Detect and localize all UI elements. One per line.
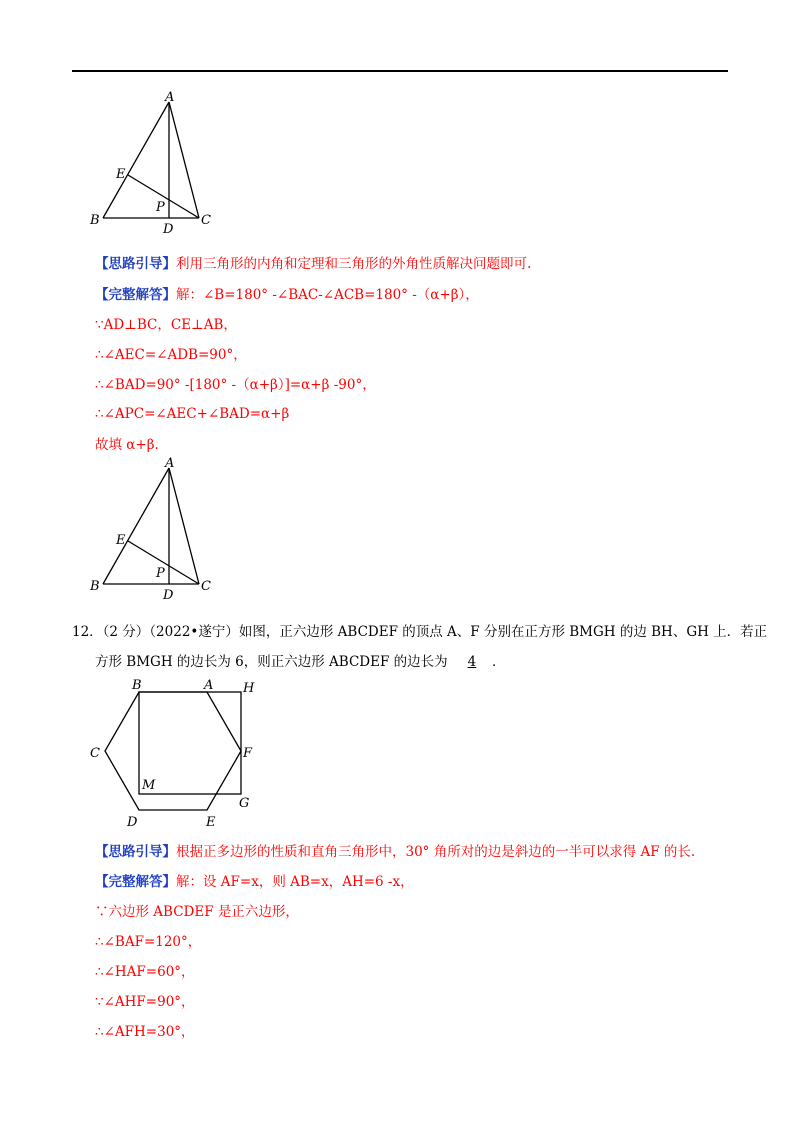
label-E: E <box>116 167 126 182</box>
q11-solution-line: ∴∠BAD=90° -[180° -（α+β）]=α+β -90°， <box>95 377 376 393</box>
label-C: C <box>90 746 100 761</box>
label-B: B <box>90 579 100 594</box>
label-E: E <box>206 815 216 830</box>
q12-hint <box>95 843 695 861</box>
q12-solution-line: ∵六边形 ABCDEF 是正六边形， <box>95 904 299 920</box>
label-A: A <box>165 456 175 471</box>
q12-solution-line: ∴∠HAF=60°， <box>95 964 195 980</box>
label-M: M <box>142 778 156 793</box>
label-D: D <box>163 222 174 235</box>
label-A: A <box>204 678 214 693</box>
label-B: B <box>90 213 100 228</box>
label-P: P <box>156 566 165 581</box>
label-B: B <box>132 678 142 693</box>
answer-blank: 4 <box>467 654 477 670</box>
q11-solution-line: ∴∠APC=∠AEC+∠BAD=α+β <box>95 406 290 422</box>
hint-text: 利用三角形的内角和定理和三角形的外角性质解决问题即可. <box>176 256 532 272</box>
q11-solution-line <box>95 286 479 304</box>
solution-tag: 【完整解答】 <box>95 874 176 890</box>
q12-stem-line2: 方形 BMGH 的边长为 6，则正六边形 ABCDEF 的边长为 4 ． <box>95 654 506 670</box>
label-C: C <box>201 213 211 228</box>
q12-stem-line1: 12．（2 分）（2022•遂宁）如图，正六边形 ABCDEF 的顶点 A、F 分别在正方形 BMGH 的边 BH、GH 上．若正 <box>72 624 768 640</box>
solution-text: 解：设 AF=x，则 AB=x，AH=6 -x， <box>176 874 414 890</box>
header-rule <box>72 70 728 72</box>
q11-solution-line: ∴∠AEC=∠ADB=90°， <box>95 347 247 363</box>
label-G: G <box>239 796 250 811</box>
hint-text: 根据正多边形的性质和直角三角形中，30° 角所对的边是斜边的一半可以求得 AF 的长. <box>176 844 696 860</box>
label-P: P <box>156 200 165 215</box>
q11-final-answer: 故填 α+β. <box>95 437 159 453</box>
solution-text: 解：∠B=180° -∠BAC-∠ACB=180° -（α+β）， <box>176 287 479 303</box>
label-A: A <box>165 90 175 105</box>
label-H: H <box>243 681 255 696</box>
q12-solution-line: ∴∠BAF=120°， <box>95 934 202 950</box>
solution-tag: 【完整解答】 <box>95 287 176 303</box>
hexagon-square-figure <box>85 673 265 833</box>
q11-solution-line: ∵AD⊥BC，CE⊥AB， <box>95 317 237 333</box>
q12-solution-line: ∵∠AHF=90°， <box>95 994 195 1010</box>
label-F: F <box>243 746 253 761</box>
label-D: D <box>127 815 138 830</box>
triangle-figure-1 <box>85 90 215 235</box>
hint-tag: 【思路引导】 <box>95 256 176 272</box>
triangle-figure-2 <box>85 456 215 601</box>
label-E: E <box>116 533 126 548</box>
label-D: D <box>163 588 174 601</box>
hint-tag: 【思路引导】 <box>95 844 176 860</box>
q11-hint <box>95 255 531 273</box>
q12-solution-line <box>95 873 414 891</box>
q12-solution-line: ∴∠AFH=30°， <box>95 1024 195 1040</box>
label-C: C <box>201 579 211 594</box>
